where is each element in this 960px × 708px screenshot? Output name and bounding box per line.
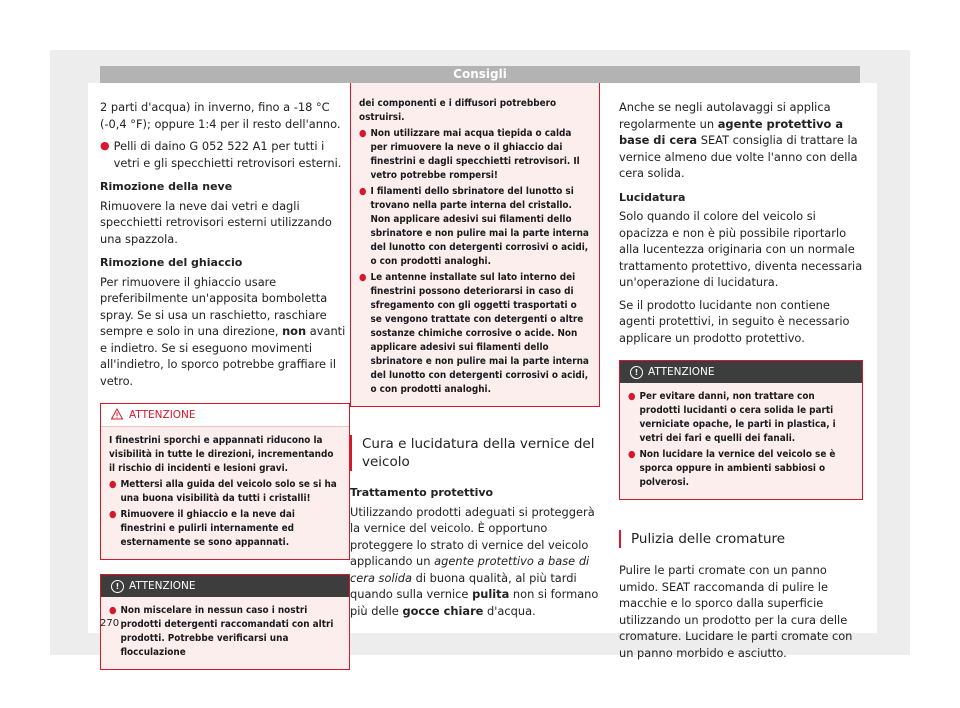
notice-box-continued xyxy=(350,83,600,407)
list-item: ● Rimuovere il ghiaccio e la neve dai finestrini e pulirli internamente ed esternamente se sono appannati. xyxy=(109,509,295,548)
list-item: ● Pelli di daino G 052 522 A1 per tutti i vetri e gli specchietti retrovisori esterni. xyxy=(100,139,342,170)
subheading-treatment: Trattamento protettivo xyxy=(350,486,494,499)
bullet-icon: ● xyxy=(359,186,367,197)
warning-body: I finestrini sporchi e appannati riducono la visibilità in tutte le direzioni, incrementando il rischio di incidenti e lesioni gravi. ● Mettersi alla guida del veicolo solo se si ha una buona visibilità da tutti i cristalli! ● Rimuovere il ghiaccio e la neve dai finestrini e pulirli internamente ed esternamente se sono appannati. xyxy=(101,427,349,559)
bullet-icon: ● xyxy=(109,605,117,616)
header-title: Consigli xyxy=(100,66,860,83)
notice-box xyxy=(100,574,350,670)
notice-body xyxy=(101,597,349,669)
list-item: ● Non miscelare in nessun caso i nostri prodotti detergenti raccomandati con altri prodotti. Potrebbe verificarsi una flocculazione xyxy=(109,605,334,658)
section-title-chrome: Pulizia delle cromature xyxy=(619,530,863,548)
bullet-icon: ● xyxy=(109,479,117,490)
list-item: ● Non lucidare la vernice del veicolo se è sporca oppure in ambienti sabbiosi o polverosi. xyxy=(628,449,836,488)
bullet-icon: ● xyxy=(628,391,636,402)
warning-header: ATTENZIONE xyxy=(101,404,349,427)
notice-body: dei componenti e i diffusori potrebbero ostruirsi. ● Non utilizzare mai acqua tiepida o calda per rimuovere la neve o il ghiaccio dai finestrini e dagli specchietti retrovisori. Il vetro potrebbe rompersi! ● I filamenti dello sbrinatore del lunotto si trovano nella parte interna del cristallo. Non applicare adesivi sui filamenti dello sbrinatore e non pulire mai la parte interna del lunotto con detergenti corrosivi o acidi, o con prodotti analoghi. ● Le antenne installate sul lato interno dei finestrini possono deteriorarsi in caso di sfregamento con gli oggetti trasportati o se vengono trattate con detergenti o altre sostanze chimiche corrosive o acide. Non applicare adesivi sui filamenti dello sbrinatore e non pulire mai la parte interna del lunotto con detergenti corrosivi o acidi, o con prodotti analoghi. xyxy=(351,83,599,406)
bullet-icon: ● xyxy=(628,449,636,460)
bullet-icon: ● xyxy=(109,509,117,520)
notice-header: ! ATTENZIONE xyxy=(101,575,349,597)
list-item: ● Le antenne installate sul lato interno dei finestrini possono deteriorarsi in caso di sfregamento con gli oggetti trasportati o se vengono trattate con detergenti o altre sostanze chimiche corrosive o acide. Non applicare adesivi sui filamenti dello sbrinatore e non pulire mai la parte interna del lunotto con detergenti corrosivi o acidi, o con prodotti analoghi. xyxy=(359,272,589,395)
section-title-paint-care: Cura e lucidatura della vernice del veicolo xyxy=(350,435,600,471)
paragraph: Anche se negli autolavaggi si applica regolarmente un agente protettivo a base di cera SEAT consiglia di trattare la vernice almeno due volte l'anno con della cera solida. xyxy=(619,100,858,180)
info-circle-icon: ! xyxy=(111,580,124,593)
notice-body xyxy=(620,383,862,499)
list-item: ● Mettersi alla guida del veicolo solo se si ha una buona visibilità da tutti i cristalli! xyxy=(109,479,337,504)
warning-box xyxy=(100,403,350,560)
subheading-polish: Lucidatura xyxy=(619,190,686,204)
notice-box xyxy=(619,360,863,500)
list-item: ● Non utilizzare mai acqua tiepida o calda per rimuovere la neve o il ghiaccio dai finestrini e dagli specchietti retrovisori. Il vetro potrebbe rompersi! xyxy=(359,128,580,181)
paragraph: Rimuovere la neve dai vetri e dagli specchietti retrovisori esterni utilizzando una spazzola. xyxy=(100,198,332,246)
column-3 xyxy=(619,99,863,667)
bullet-icon: ● xyxy=(359,128,367,139)
paragraph: Se il prodotto lucidante non contiene agenti protettivi, in seguito è necessario applicare un prodotto protettivo. xyxy=(619,297,850,345)
paragraph: Per rimuovere il ghiaccio usare preferibilmente un'apposita bomboletta spray. Se si usa un raschietto, raschiare sempre e solo in una direzione, non avanti e indietro. Se si eseguono movimenti all'indietro, lo sporco potrebbe graffiare il vetro. xyxy=(100,274,346,388)
page-content xyxy=(88,83,877,660)
subheading-snow: Rimozione della neve xyxy=(100,180,233,193)
paragraph: Solo quando il colore del veicolo si opacizza e non è più possibile riportarlo alla lucentezza originaria con un normale trattamento protettivo, diventa necessaria un'operazione di lucidatura. xyxy=(619,209,863,289)
bullet-icon: ● xyxy=(359,272,367,283)
page-number: 270 xyxy=(100,618,120,629)
subheading-ice: Rimozione del ghiaccio xyxy=(100,256,243,269)
paragraph: 2 parti d'acqua) in inverno, fino a -18 °C (-0,4 °F); oppure 1:4 per il resto dell'anno. xyxy=(100,100,341,131)
notice-header: ! ATTENZIONE xyxy=(620,361,862,383)
list-item: ● I filamenti dello sbrinatore del lunotto si trovano nella parte interna del cristallo. Non applicare adesivi sui filamenti dello sbrinatore e non pulire mai la parte interna del lunotto con detergenti corrosivi o acidi, o con prodotti analoghi. xyxy=(359,186,589,267)
column-1 xyxy=(100,99,350,670)
bullet-icon: ● xyxy=(100,139,110,152)
info-circle-icon: ! xyxy=(630,366,643,379)
warning-triangle-icon xyxy=(111,408,123,420)
column-2 xyxy=(350,83,600,625)
list-item: ● Per evitare danni, non trattare con prodotti lucidanti o cera solida le parti verniciate opache, le parti in plastica, i vetri dei fari e quelli dei fanali. xyxy=(628,391,836,444)
paragraph: Utilizzando prodotti adeguati si proteggerà la vernice del veicolo. È opportuno proteggere lo strato di vernice del veicolo applicando un agente protettivo a base di cera solida di buona qualità, al più tardi quando sulla vernice pulita non si formano più delle gocce chiare d'acqua. xyxy=(350,504,599,618)
paragraph: Pulire le parti cromate con un panno umido. SEAT raccomanda di pulire le macchie e lo sporco dalla superficie utilizzando un prodotto per la cura delle cromature. Lucidare le parti cromate con un panno morbido e asciutto. xyxy=(619,563,853,660)
